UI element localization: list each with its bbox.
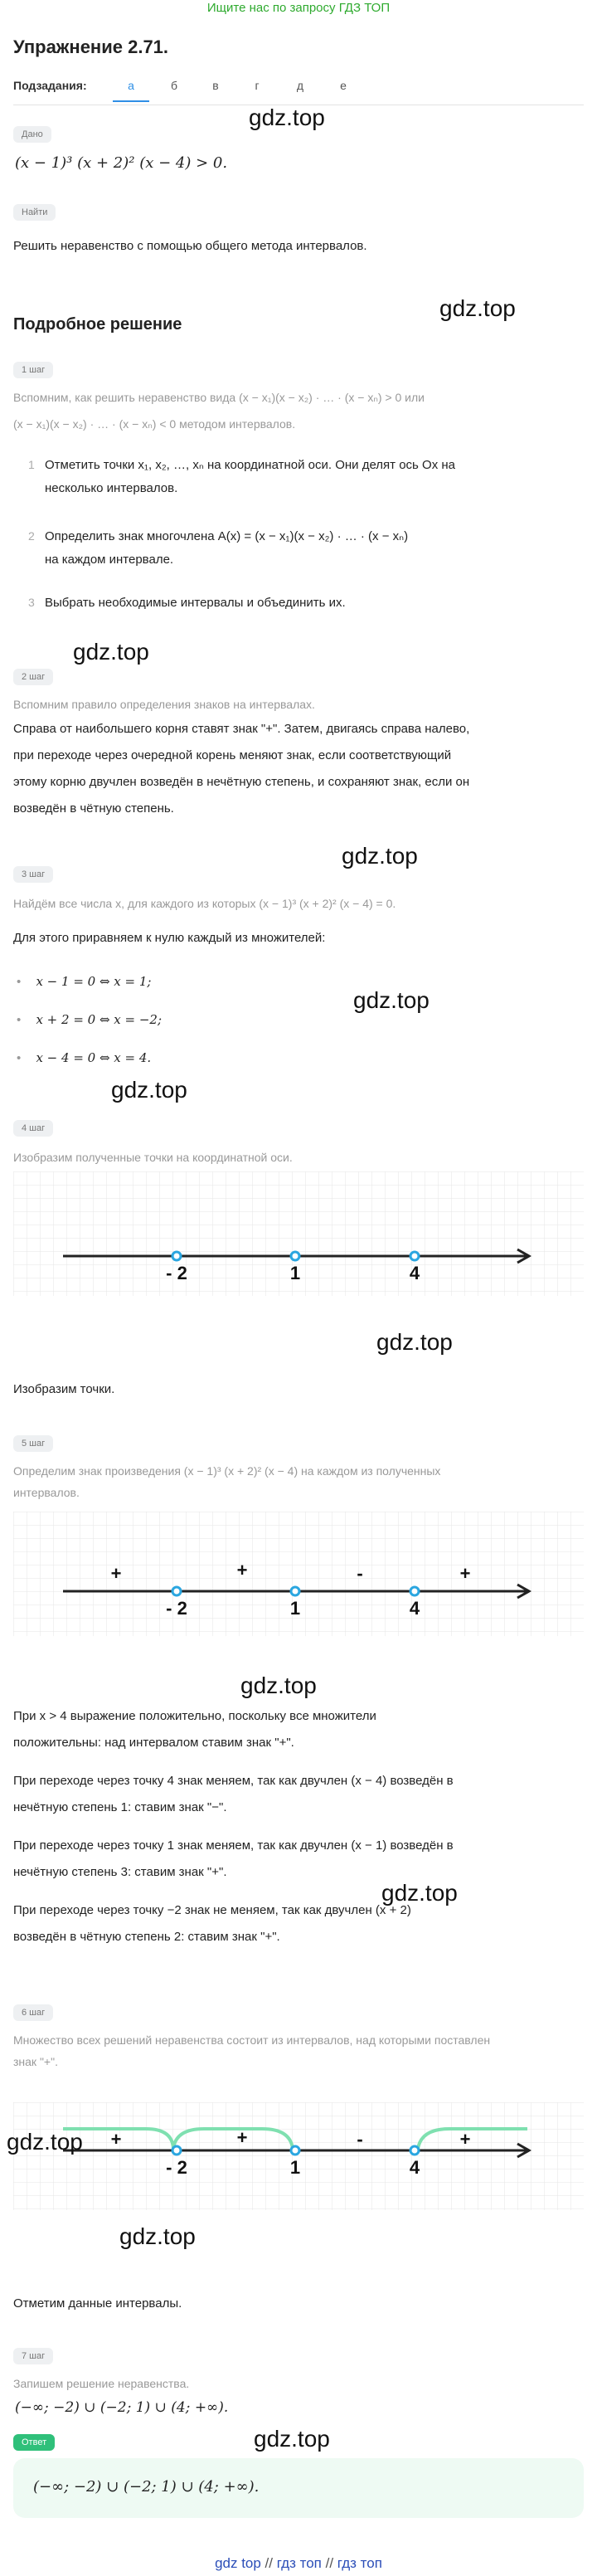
bullet-eq: x − 4 = 0 ⇔ x = 4. xyxy=(36,1050,152,1065)
sign-interval-4: + xyxy=(459,1563,471,1584)
sign-interval-2: + xyxy=(236,2127,248,2148)
step4-intro: Изобразим полученные точки на координатной оси. xyxy=(13,1151,293,1164)
step1-intro-2: (x − x₁)(x − x₂) · … · (x − xₙ) < 0 методом интервалов. xyxy=(13,417,296,431)
label-minus-2: - 2 xyxy=(166,2157,187,2178)
watermark: gdz.top xyxy=(111,1077,187,1103)
grid-background xyxy=(13,2102,584,2210)
step1-item-3 xyxy=(28,596,592,611)
step7-chip: 7 шаг xyxy=(13,2348,53,2364)
tab-g[interactable]: г xyxy=(255,79,260,92)
find-section xyxy=(13,204,56,221)
footer xyxy=(0,2555,597,2572)
point-minus-2 xyxy=(172,2146,181,2155)
step2-chip: 2 шаг xyxy=(13,669,53,685)
step1-chip: 1 шаг xyxy=(13,362,53,378)
find-text: Решить неравенство с помощью общего метода интервалов. xyxy=(13,239,367,253)
sign-interval-3: - xyxy=(357,2129,363,2150)
point-4 xyxy=(410,2146,419,2155)
step1-item-line2: несколько интервалов. xyxy=(45,481,178,495)
sign-interval-3: - xyxy=(357,1563,363,1584)
step1-item-line2: на каждом интервале. xyxy=(45,553,174,567)
step7-solution: (−∞; −2) ∪ (−2; 1) ∪ (4; +∞). xyxy=(15,2399,229,2416)
point-1 xyxy=(291,1252,299,1260)
step5-para-2-line2: нечётную степень 1: ставим знак "−". xyxy=(13,1800,227,1814)
step1-item-num: 2 xyxy=(28,529,35,543)
watermark: gdz.top xyxy=(353,987,430,1013)
footer-link-3[interactable]: гдз топ xyxy=(337,2555,382,2571)
label-4: 4 xyxy=(409,1263,420,1283)
footer-link-1[interactable]: gdz top xyxy=(215,2555,261,2571)
step3-text: Для этого приравняем к нулю каждый из множителей: xyxy=(13,931,326,945)
step6-caption: Отметим данные интервалы. xyxy=(13,2296,182,2311)
step1-item-line1: Выбрать необходимые интервалы и объединить их. xyxy=(45,596,346,610)
bullet-eq: x + 2 = 0 ⇔ x = −2; xyxy=(36,1012,163,1027)
step5-chip: 5 шаг xyxy=(13,1435,53,1452)
step1-item-num: 3 xyxy=(28,596,35,609)
watermark: gdz.top xyxy=(381,1880,458,1906)
step1-item-num: 1 xyxy=(28,458,35,471)
watermark: gdz.top xyxy=(240,1673,317,1698)
step7-intro: Запишем решение неравенства. xyxy=(13,2377,190,2390)
step4-caption: Изобразим точки. xyxy=(13,1382,115,1396)
step5-para-3-line1: При переходе через точку 1 знак меняем, так как двучлен (x − 1) возведён в xyxy=(13,1838,454,1853)
sign-interval-1: + xyxy=(110,2129,122,2150)
solution-title: Подробное решение xyxy=(13,315,182,334)
step6-intro-2: знак "+". xyxy=(13,2055,58,2068)
footer-sep: // xyxy=(321,2555,337,2571)
step3-chip: 3 шаг xyxy=(13,866,53,883)
step3-bullet-3: • x − 4 = 0 ⇔ x = 4. xyxy=(17,1050,152,1065)
step5-para-4-line1: При переходе через точку −2 знак не меняем, так как двучлен (x + 2) xyxy=(13,1903,411,1917)
point-4 xyxy=(410,1252,419,1260)
step5-para-1-line1: При x > 4 выражение положительно, поскольку все множители xyxy=(13,1709,376,1723)
step5-para-2-line1: При переходе через точку 4 знак меняем, так как двучлен (x − 4) возведён в xyxy=(13,1774,454,1788)
step2-intro: Вспомним правило определения знаков на интервалах. xyxy=(13,698,315,711)
label-4: 4 xyxy=(409,2157,420,2178)
watermark: gdz.top xyxy=(119,2223,196,2249)
sign-interval-2: + xyxy=(236,1560,248,1580)
bullet-eq: x − 1 = 0 ⇔ x = 1; xyxy=(36,974,152,989)
tab-d[interactable]: д xyxy=(296,79,304,92)
subtasks-label: Подзадания: xyxy=(13,79,87,92)
answer-text: (−∞; −2) ∪ (−2; 1) ∪ (4; +∞). xyxy=(33,2478,260,2496)
step1-item-line1: Отметить точки x₁, x₂, …, xₙ на координатной оси. Они делят ось Ox на xyxy=(45,458,455,472)
tab-a[interactable]: а xyxy=(128,79,134,92)
step1-item-1 xyxy=(28,458,592,495)
answer-box xyxy=(13,2458,584,2518)
given-expression: (x − 1)³ (x + 2)² (x − 4) > 0. xyxy=(15,154,228,172)
given-chip: Дано xyxy=(13,126,51,143)
footer-sep: // xyxy=(260,2555,277,2571)
step3-bullet-2: • x + 2 = 0 ⇔ x = −2; xyxy=(17,1012,163,1027)
point-minus-2 xyxy=(172,1252,181,1260)
top-banner[interactable]: Ищите нас по запросу ГДЗ ТОП xyxy=(206,1,391,15)
point-minus-2 xyxy=(172,1587,181,1595)
point-1 xyxy=(291,1587,299,1595)
step2-line-3: этому корню двучлен возведён в нечётную степень, и сохраняют знак, если он xyxy=(13,775,470,789)
step1-intro-1: Вспомним, как решить неравенство вида (x − x₁)(x − x₂) · … · (x − xₙ) > 0 или xyxy=(13,391,425,404)
sign-interval-1: + xyxy=(110,1563,122,1584)
page-title: Упражнение 2.71. xyxy=(13,37,169,57)
sign-interval-4: + xyxy=(459,2129,471,2150)
step5-para-3-line2: нечётную степень 3: ставим знак "+". xyxy=(13,1865,227,1879)
step2-line-2: при переходе через очередной корень меняют знак, если соответствующий xyxy=(13,748,452,762)
watermark: gdz.top xyxy=(7,2129,83,2155)
step3-bullet-1: • x − 1 = 0 ⇔ x = 1; xyxy=(17,974,152,989)
number-line-3 xyxy=(13,2102,584,2210)
step5-intro-1: Определим знак произведения (x − 1)³ (x + 2)² (x − 4) на каждом из полученных xyxy=(13,1464,441,1478)
step2-line-4: возведён в чётную степень. xyxy=(13,801,174,816)
step5-para-1-line2: положительны: над интервалом ставим знак "+". xyxy=(13,1736,294,1750)
footer-link-2[interactable]: гдз топ xyxy=(276,2555,322,2571)
step5-para-4-line2: возведён в чётную степень 2: ставим знак "+". xyxy=(13,1930,280,1944)
step5-intro-2: интервалов. xyxy=(13,1486,80,1499)
label-1: 1 xyxy=(289,2157,301,2178)
step1-item-2 xyxy=(28,529,592,567)
step2-line-1: Справа от наибольшего корня ставят знак "+". Затем, двигаясь справа налево, xyxy=(13,722,470,736)
tab-e[interactable]: е xyxy=(340,79,347,92)
point-1 xyxy=(291,2146,299,2155)
watermark: gdz.top xyxy=(439,295,516,321)
tab-b[interactable]: б xyxy=(170,79,178,92)
answer-chip: Ответ xyxy=(13,2434,55,2451)
watermark: gdz.top xyxy=(376,1329,453,1355)
number-line-2 xyxy=(13,1512,584,1636)
step4-chip: 4 шаг xyxy=(13,1120,53,1137)
active-tab-underline xyxy=(113,100,149,102)
label-4: 4 xyxy=(409,1598,420,1619)
find-chip: Найти xyxy=(13,204,56,221)
label-minus-2: - 2 xyxy=(166,1598,187,1619)
watermark: gdz.top xyxy=(73,639,149,665)
watermark: gdz.top xyxy=(342,843,418,869)
given-section xyxy=(13,126,51,143)
label-1: 1 xyxy=(289,1598,301,1619)
label-1: 1 xyxy=(289,1263,301,1283)
tab-v[interactable]: в xyxy=(212,79,219,92)
step3-intro: Найдём все числа x, для каждого из которых (x − 1)³ (x + 2)² (x − 4) = 0. xyxy=(13,897,396,910)
point-4 xyxy=(410,1587,419,1595)
step6-intro-1: Множество всех решений неравенства состоит из интервалов, над которыми поставлен xyxy=(13,2033,491,2047)
watermark: gdz.top xyxy=(249,105,325,130)
step1-item-line1: Определить знак многочлена A(x) = (x − x₁)(x − x₂) · … · (x − xₙ) xyxy=(45,529,409,543)
number-line-1 xyxy=(13,1171,584,1296)
watermark: gdz.top xyxy=(254,2426,330,2452)
step6-chip: 6 шаг xyxy=(13,2004,53,2021)
label-minus-2: - 2 xyxy=(166,1263,187,1283)
subtasks-bar xyxy=(13,79,362,104)
